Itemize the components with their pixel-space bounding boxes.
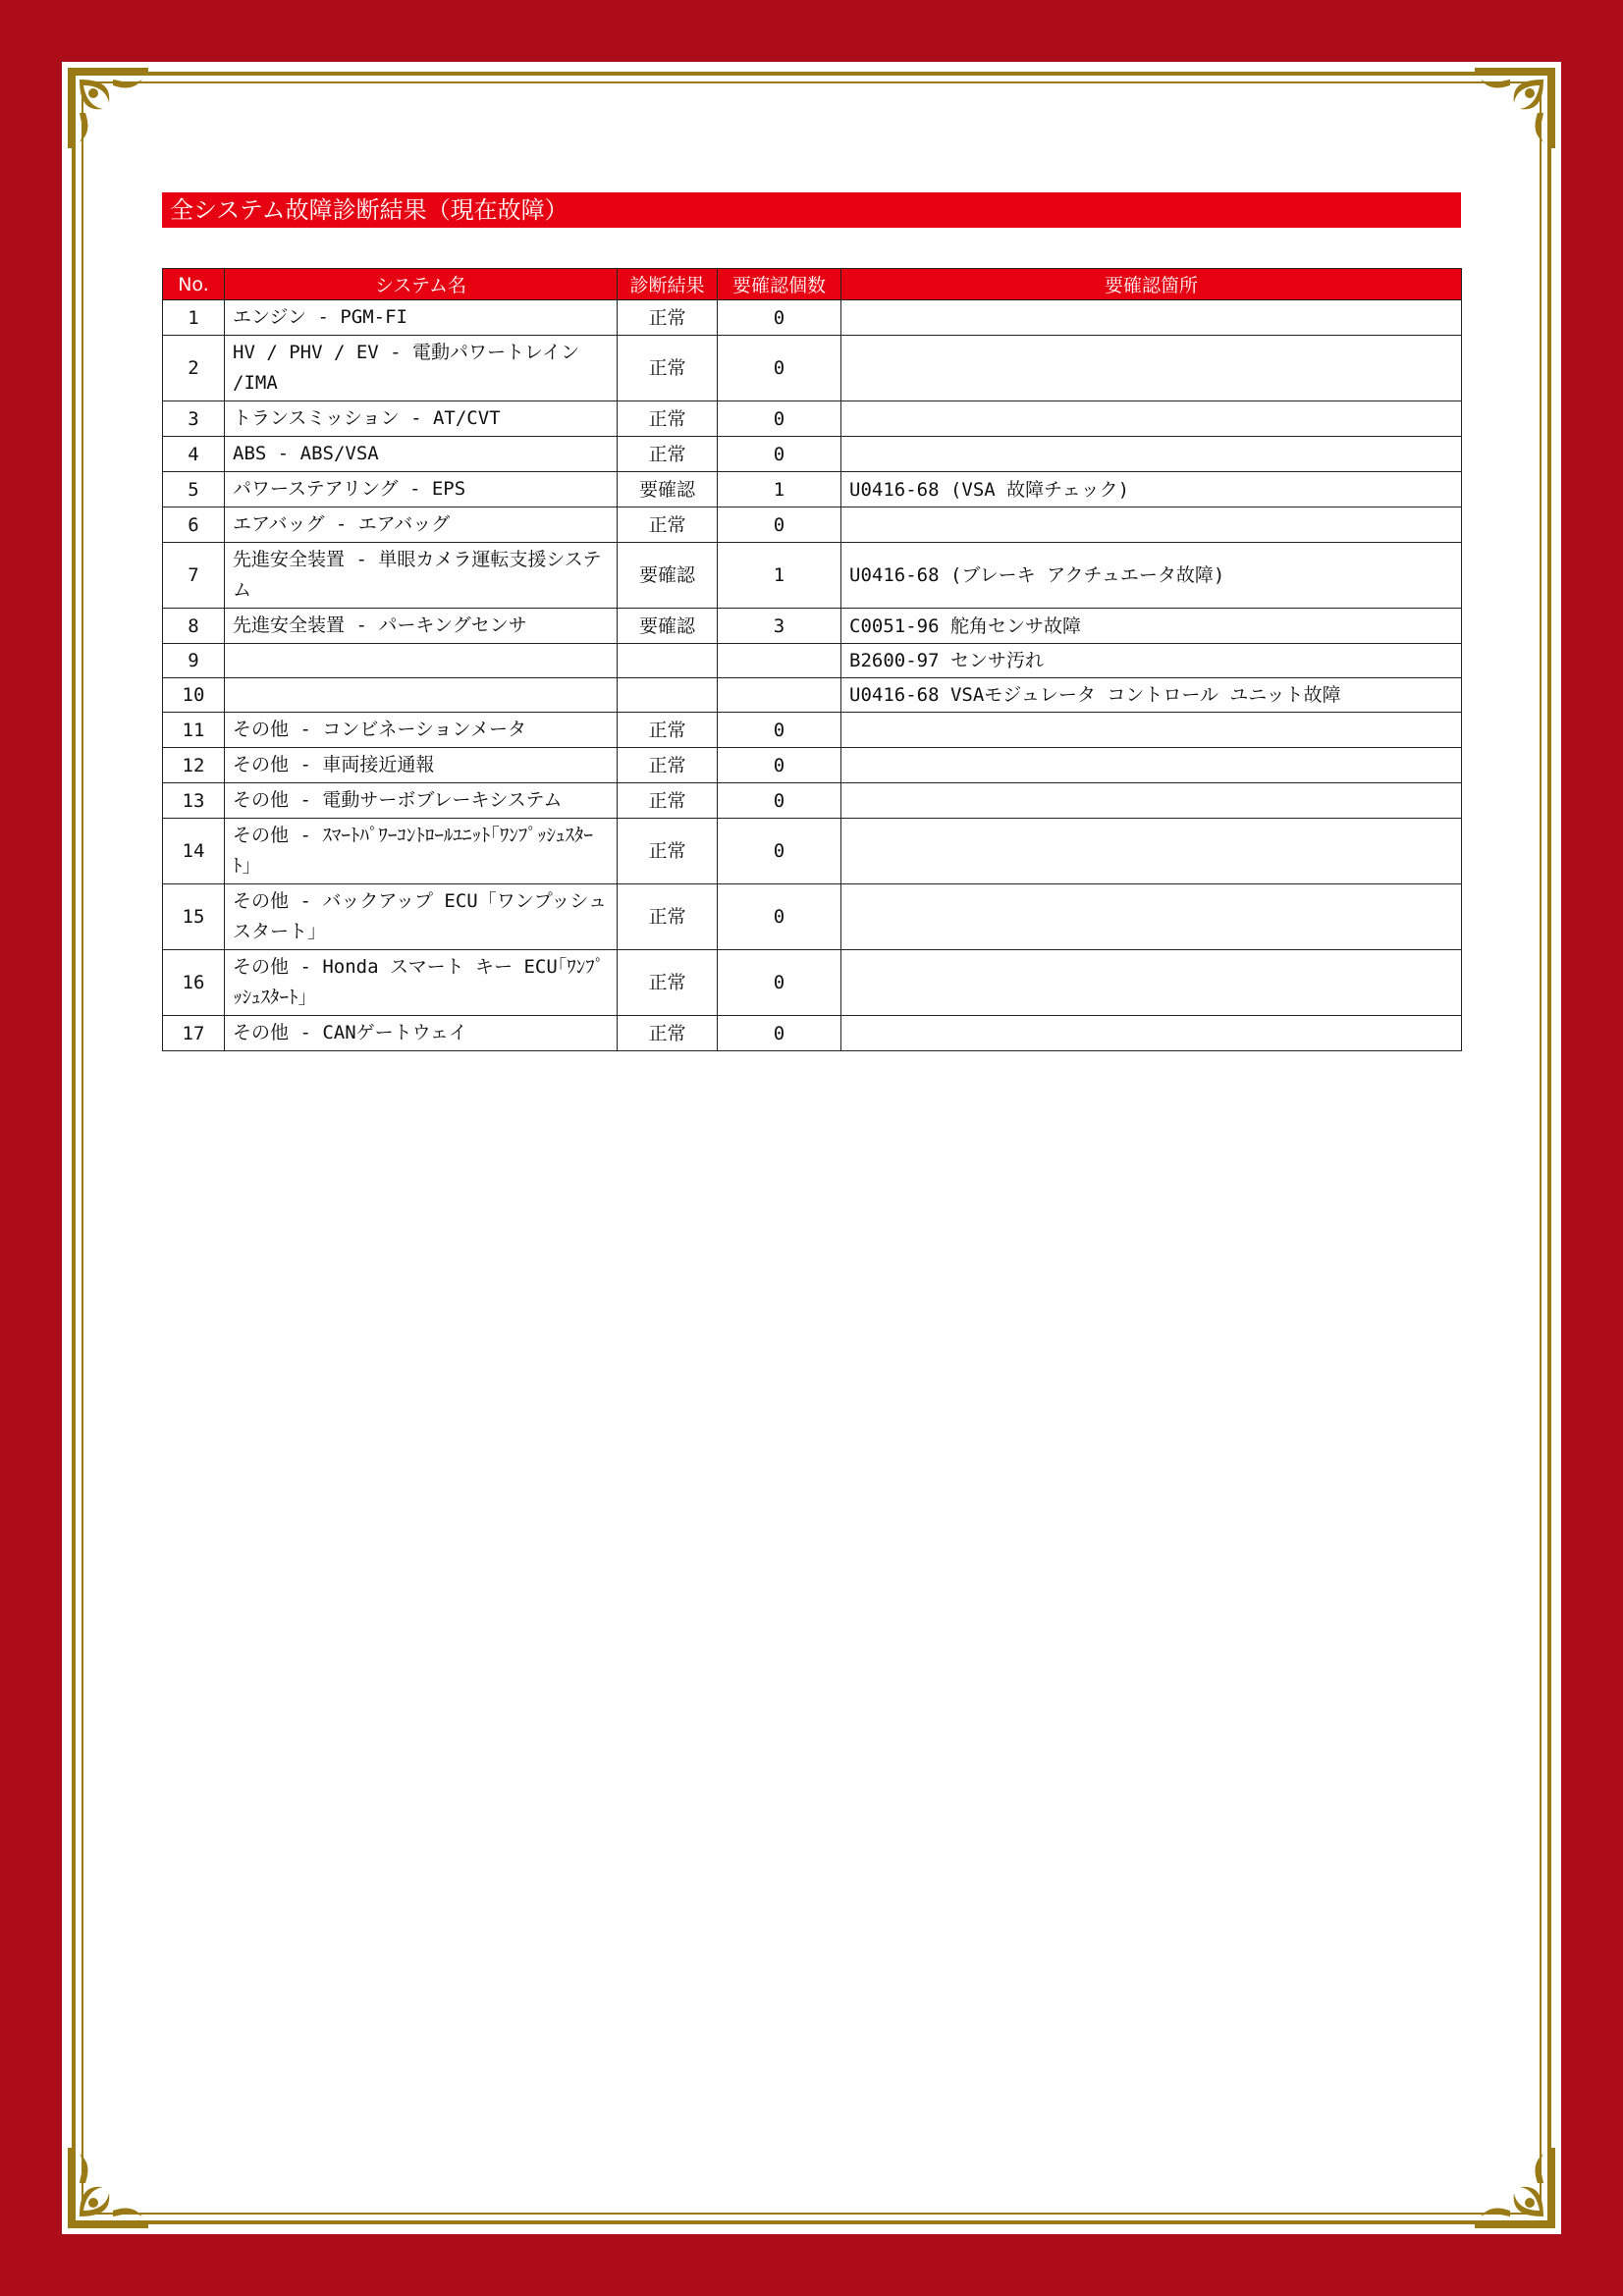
check-location-cell bbox=[841, 1016, 1462, 1051]
diagnosis-result-cell bbox=[618, 678, 718, 713]
system-name-cell: ABS - ABS/VSA bbox=[225, 437, 618, 472]
diagnosis-table bbox=[162, 268, 1462, 1051]
check-location-cell bbox=[841, 300, 1462, 336]
row-number-cell: 3 bbox=[163, 401, 225, 437]
system-name-cell: その他 - バックアップ ECU「ワンプッシュスタート」 bbox=[225, 884, 618, 950]
row-number-cell: 1 bbox=[163, 300, 225, 336]
table-row bbox=[163, 644, 1462, 678]
check-count-cell: 0 bbox=[718, 401, 841, 437]
table-header-row bbox=[163, 269, 1462, 300]
diagnosis-result-cell: 正常 bbox=[618, 713, 718, 748]
system-name-cell: その他 - 車両接近通報 bbox=[225, 748, 618, 783]
check-location-cell: U0416-68 VSAモジュレータ コントロール ユニット故障 bbox=[841, 678, 1462, 713]
check-count-cell: 3 bbox=[718, 609, 841, 644]
check-location-cell: U0416-68 (VSA 故障チェック) bbox=[841, 472, 1462, 507]
check-location-cell bbox=[841, 507, 1462, 543]
table-row bbox=[163, 543, 1462, 609]
row-number-cell: 17 bbox=[163, 1016, 225, 1051]
column-header-count: 要確認個数 bbox=[718, 269, 841, 300]
check-count-cell: 1 bbox=[718, 543, 841, 609]
system-name-cell: HV / PHV / EV - 電動パワートレイン /IMA bbox=[225, 336, 618, 401]
system-name-cell bbox=[225, 644, 618, 678]
row-number-cell: 8 bbox=[163, 609, 225, 644]
table-row bbox=[163, 609, 1462, 644]
row-number-cell: 9 bbox=[163, 644, 225, 678]
diagnosis-result-cell: 正常 bbox=[618, 1016, 718, 1051]
check-location-cell bbox=[841, 336, 1462, 401]
check-location-cell: C0051-96 舵角センサ故障 bbox=[841, 609, 1462, 644]
corner-ornament-icon bbox=[1471, 64, 1559, 152]
check-count-cell: 0 bbox=[718, 884, 841, 950]
row-number-cell: 5 bbox=[163, 472, 225, 507]
table-row bbox=[163, 748, 1462, 783]
row-number-cell: 6 bbox=[163, 507, 225, 543]
row-number-cell: 10 bbox=[163, 678, 225, 713]
table-row bbox=[163, 437, 1462, 472]
system-name-cell: その他 - CANゲートウェイ bbox=[225, 1016, 618, 1051]
corner-ornament-icon bbox=[64, 2144, 152, 2232]
diagnosis-result-cell: 正常 bbox=[618, 437, 718, 472]
row-number-cell: 14 bbox=[163, 819, 225, 884]
diagnosis-result-cell: 正常 bbox=[618, 819, 718, 884]
system-name-cell: エアバッグ - エアバッグ bbox=[225, 507, 618, 543]
row-number-cell: 16 bbox=[163, 950, 225, 1016]
check-count-cell: 0 bbox=[718, 748, 841, 783]
check-count-cell: 0 bbox=[718, 300, 841, 336]
column-header-no: No. bbox=[163, 269, 225, 300]
report-page bbox=[62, 62, 1561, 2234]
system-name-cell: パワーステアリング - EPS bbox=[225, 472, 618, 507]
check-location-cell bbox=[841, 950, 1462, 1016]
check-location-cell bbox=[841, 819, 1462, 884]
check-location-cell: B2600-97 センサ汚れ bbox=[841, 644, 1462, 678]
system-name-cell: エンジン - PGM-FI bbox=[225, 300, 618, 336]
system-name-cell: 先進安全装置 - パーキングセンサ bbox=[225, 609, 618, 644]
row-number-cell: 12 bbox=[163, 748, 225, 783]
row-number-cell: 7 bbox=[163, 543, 225, 609]
diagnosis-result-cell: 正常 bbox=[618, 336, 718, 401]
check-location-cell bbox=[841, 437, 1462, 472]
table-row bbox=[163, 1016, 1462, 1051]
check-count-cell: 0 bbox=[718, 1016, 841, 1051]
check-location-cell bbox=[841, 748, 1462, 783]
table-row bbox=[163, 300, 1462, 336]
check-count-cell: 0 bbox=[718, 336, 841, 401]
check-count-cell: 0 bbox=[718, 713, 841, 748]
check-count-cell: 0 bbox=[718, 507, 841, 543]
check-count-cell: 0 bbox=[718, 783, 841, 819]
system-name-cell: その他 - ｽﾏｰﾄﾊﾟﾜｰｺﾝﾄﾛｰﾙﾕﾆｯﾄ｢ﾜﾝﾌﾟｯｼｭｽﾀｰﾄ｣ bbox=[225, 819, 618, 884]
diagnosis-result-cell: 正常 bbox=[618, 507, 718, 543]
column-header-location: 要確認箇所 bbox=[841, 269, 1462, 300]
system-name-cell bbox=[225, 678, 618, 713]
section-title: 全システム故障診断結果（現在故障） bbox=[162, 192, 1461, 228]
table-row bbox=[163, 713, 1462, 748]
system-name-cell: トランスミッション - AT/CVT bbox=[225, 401, 618, 437]
table-row bbox=[163, 472, 1462, 507]
diagnosis-result-cell: 正常 bbox=[618, 783, 718, 819]
check-count-cell: 0 bbox=[718, 437, 841, 472]
table-row bbox=[163, 336, 1462, 401]
table-row bbox=[163, 819, 1462, 884]
table-row bbox=[163, 950, 1462, 1016]
table-row bbox=[163, 884, 1462, 950]
check-count-cell: 0 bbox=[718, 819, 841, 884]
diagnosis-result-cell: 要確認 bbox=[618, 472, 718, 507]
check-count-cell: 1 bbox=[718, 472, 841, 507]
diagnosis-result-cell: 正常 bbox=[618, 748, 718, 783]
check-location-cell: U0416-68 (ブレーキ アクチュエータ故障) bbox=[841, 543, 1462, 609]
check-count-cell: 0 bbox=[718, 950, 841, 1016]
check-count-cell bbox=[718, 644, 841, 678]
check-location-cell bbox=[841, 884, 1462, 950]
corner-ornament-icon bbox=[64, 64, 152, 152]
corner-ornament-icon bbox=[1471, 2144, 1559, 2232]
system-name-cell: その他 - コンビネーションメータ bbox=[225, 713, 618, 748]
system-name-cell: 先進安全装置 - 単眼カメラ運転支援システム bbox=[225, 543, 618, 609]
diagnosis-result-cell: 正常 bbox=[618, 884, 718, 950]
diagnosis-result-cell: 正常 bbox=[618, 950, 718, 1016]
row-number-cell: 2 bbox=[163, 336, 225, 401]
column-header-result: 診断結果 bbox=[618, 269, 718, 300]
diagnosis-result-cell: 正常 bbox=[618, 300, 718, 336]
system-name-cell: その他 - Honda スマート キー ECU｢ﾜﾝﾌﾟｯｼｭｽﾀｰﾄ｣ bbox=[225, 950, 618, 1016]
row-number-cell: 11 bbox=[163, 713, 225, 748]
diagnosis-result-cell: 正常 bbox=[618, 401, 718, 437]
table-row bbox=[163, 783, 1462, 819]
table-body bbox=[163, 300, 1462, 1051]
check-location-cell bbox=[841, 713, 1462, 748]
check-count-cell bbox=[718, 678, 841, 713]
system-name-cell: その他 - 電動サーボブレーキシステム bbox=[225, 783, 618, 819]
diagnosis-result-cell: 要確認 bbox=[618, 609, 718, 644]
diagnosis-result-cell: 要確認 bbox=[618, 543, 718, 609]
row-number-cell: 4 bbox=[163, 437, 225, 472]
table-row bbox=[163, 507, 1462, 543]
diagnosis-result-cell bbox=[618, 644, 718, 678]
row-number-cell: 13 bbox=[163, 783, 225, 819]
row-number-cell: 15 bbox=[163, 884, 225, 950]
check-location-cell bbox=[841, 401, 1462, 437]
column-header-system: システム名 bbox=[225, 269, 618, 300]
table-row bbox=[163, 678, 1462, 713]
check-location-cell bbox=[841, 783, 1462, 819]
table-row bbox=[163, 401, 1462, 437]
